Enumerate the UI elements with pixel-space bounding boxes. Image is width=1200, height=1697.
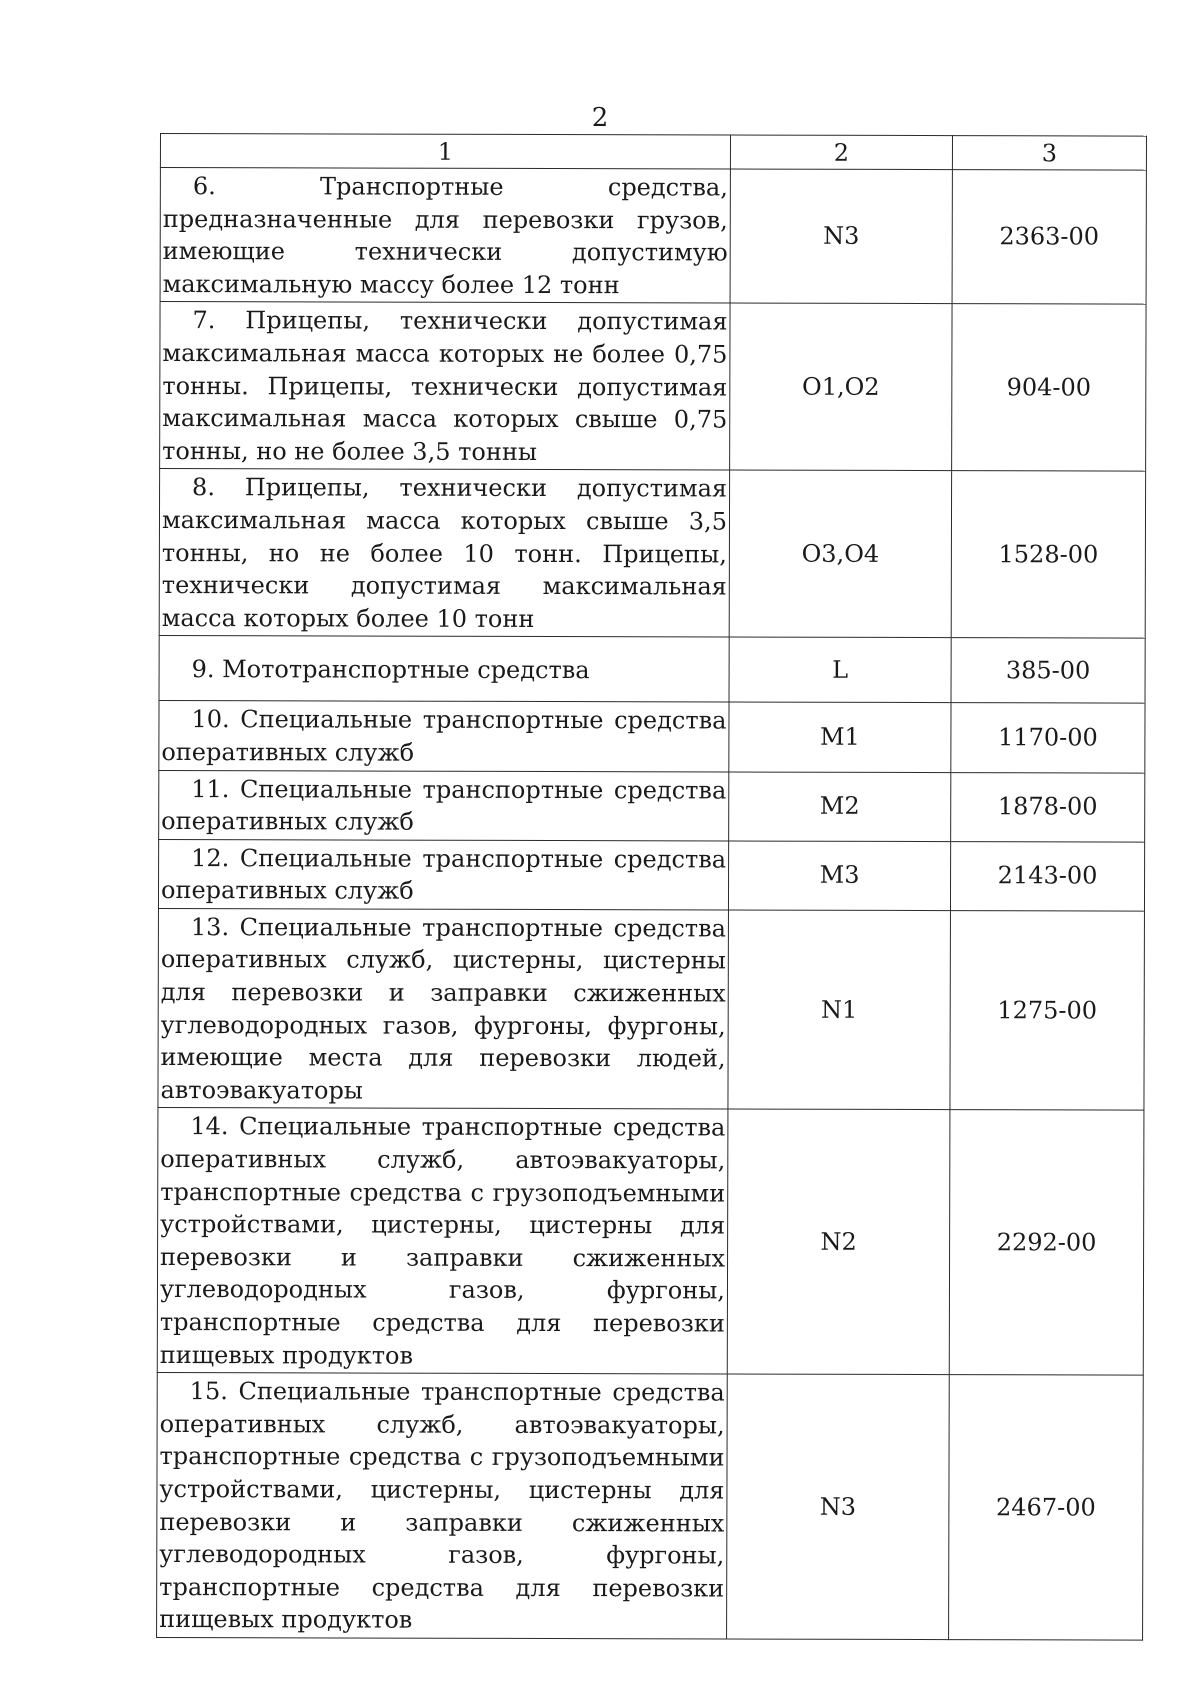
row-description: 12. Специальные транспортные средства оперативных служб: [160, 843, 727, 905]
row-fee: 1275-00: [950, 910, 1145, 1110]
row-description-cell: [159, 636, 729, 702]
column-header-3: 3: [952, 136, 1146, 171]
fee-table: [156, 133, 1147, 1641]
table-header-row: [160, 134, 1146, 171]
row-description-cell: [158, 839, 728, 910]
table-row: [159, 469, 1145, 639]
row-fee: 2363-00: [952, 170, 1146, 305]
row-description-cell: [160, 168, 730, 304]
column-header-2: 2: [730, 135, 952, 170]
column-header-1: 1: [160, 134, 730, 169]
table-row: [160, 302, 1146, 472]
row-description-cell: [157, 1108, 728, 1374]
page-number: 2: [591, 103, 609, 133]
row-fee: 2143-00: [950, 841, 1144, 911]
table-row: [159, 770, 1145, 842]
row-description: 9. Мототранспортные средства: [191, 654, 590, 684]
row-category: N3: [730, 169, 952, 304]
row-fee: 1878-00: [951, 772, 1145, 842]
table-row: [159, 701, 1145, 773]
row-description: 15. Специальные транспортные средства оперативных служб, автоэвакуаторы, транспортные средства с грузоподъемными устройствами, цистерны, цистерны для перевозки и заправки сжиженных углеводородных газов, фургоны, транспортные средства для перевозки пищевых продуктов: [159, 1377, 725, 1635]
row-category: O1,O2: [730, 303, 952, 471]
row-fee: 1528-00: [951, 471, 1145, 638]
row-category: L: [729, 637, 951, 703]
row-category: N2: [727, 1109, 950, 1374]
row-description: 10. Специальные транспортные средства оперативных служб: [161, 705, 727, 767]
row-category: M2: [729, 771, 951, 841]
row-category: N1: [728, 910, 951, 1110]
row-description: 11. Специальные транспортные средства оперативных служб: [161, 774, 727, 836]
row-description-cell: [159, 469, 729, 637]
row-description: 6. Транспортные средства, предназначенные для перевозки грузов, имеющие технически допустимую максимальную массу более 12 тонн: [162, 172, 728, 299]
row-category: O3,O4: [729, 470, 951, 638]
table-row: [158, 839, 1144, 911]
table-row: [160, 168, 1146, 305]
row-description-cell: [159, 770, 729, 841]
row-fee: 904-00: [952, 304, 1146, 471]
row-category: M1: [729, 702, 951, 772]
row-description-cell: [157, 1373, 728, 1639]
row-fee: 2467-00: [949, 1375, 1144, 1640]
table-row: [157, 1108, 1144, 1375]
row-description: 8. Прицепы, технически допустимая максимальная масса которых свыше 3,5 тонны, но не более 10 тонн. Прицепы, технически допустимая максимальная масса которых более 10 тонн: [161, 473, 728, 633]
table-row: [158, 908, 1145, 1110]
table-row: [159, 636, 1145, 704]
row-description-cell: [160, 302, 730, 470]
row-fee: 385-00: [951, 638, 1145, 704]
row-description: 13. Специальные транспортные средства оперативных служб, цистерны, цистерны для перевозки и заправки сжиженных углеводородных газов, фургоны, фургоны, имеющие места для перевозки людей, автоэвакуаторы: [160, 912, 726, 1105]
row-description-cell: [159, 701, 729, 772]
row-description: 14. Специальные транспортные средства оперативных служб, автоэвакуаторы, транспортные средства с грузоподъемными устройствами, цистерны, цистерны для перевозки и заправки сжиженных углеводородных газов, фургоны, транспортные средства для перевозки пищевых продуктов: [159, 1112, 726, 1370]
row-description-cell: [158, 908, 729, 1109]
row-fee: 2292-00: [949, 1110, 1144, 1375]
row-fee: 1170-00: [951, 703, 1145, 773]
table-row: [157, 1373, 1144, 1640]
row-description: 7. Прицепы, технически допустимая максимальная масса которых не более 0,75 тонны. Прицепы, технически допустимая максимальная масса которых свыше 0,75 тонны, но не более 3,5 тонны: [162, 306, 728, 466]
row-category: M3: [728, 841, 950, 911]
row-category: N3: [727, 1374, 950, 1639]
